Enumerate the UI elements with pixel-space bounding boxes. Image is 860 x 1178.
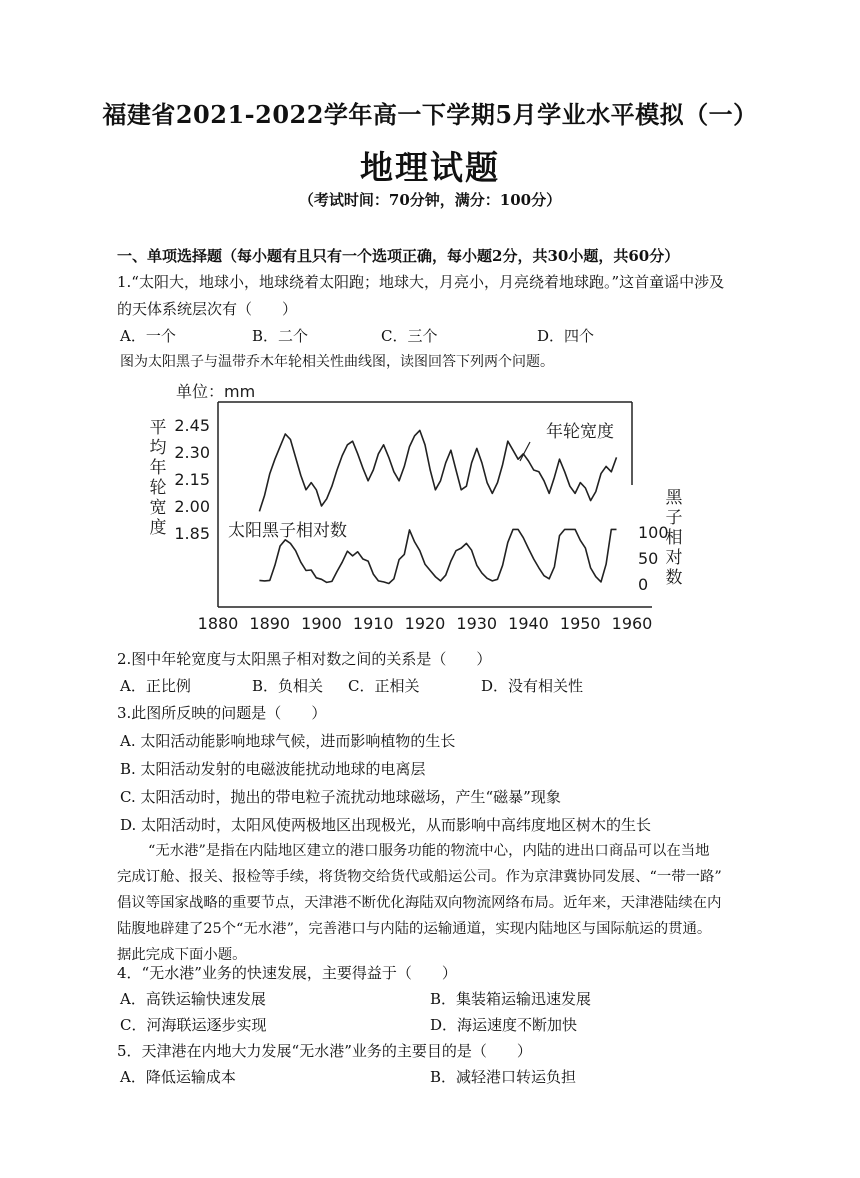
x-tick-label: 1880 — [197, 614, 239, 633]
left-tick-label: 2.30 — [174, 443, 210, 462]
right-tick-label: 50 — [638, 549, 659, 568]
sunspot-series-label: 太阳黑子相对数 — [228, 521, 347, 541]
left-axis-label-char: 年 — [149, 458, 167, 478]
right-axis-label-char: 数 — [665, 568, 683, 588]
question-1-line-2: 的天体系统层次有（ ） — [117, 300, 298, 318]
question-5-option-b: B．减轻港口转运负担 — [430, 1068, 577, 1086]
left-axis-label-char: 平 — [149, 418, 167, 438]
question-2-option-b: B．负相关 — [252, 677, 324, 695]
exam-info: （考试时间：70分钟，满分：100分） — [298, 191, 562, 209]
passage-line-3: 倡议等国家战略的重要节点，天津港不断优化海陆双向物流网络布局。近年来，天津港陆续在内 — [117, 895, 722, 911]
section-heading: 一、单项选择题（每小题有且只有一个选项正确，每小题2分，共30小题，共60分） — [117, 247, 680, 265]
question-3-option-a: A. 太阳活动能影响地球气候，进而影响植物的生长 — [120, 732, 456, 750]
tree-ring-label-leader — [520, 442, 530, 461]
figure-intro: 图为太阳黑子与温带乔木年轮相关性曲线图，读图回答下列两个问题。 — [120, 354, 554, 370]
passage-line-1: “无水港”是指在内陆地区建立的港口服务功能的物流中心，内陆的进出口商品可以在当地 — [148, 843, 710, 859]
passage-line-5: 据此完成下面小题。 — [117, 947, 247, 963]
question-1-option-d: D．四个 — [537, 327, 595, 345]
question-4-option-c: C．河海联运逐步实现 — [120, 1016, 267, 1034]
left-axis-label-char: 宽 — [149, 498, 167, 518]
tree-ring-width-line — [259, 430, 616, 511]
question-2-option-d: D．没有相关性 — [481, 677, 584, 695]
right-axis-label-char: 子 — [665, 508, 683, 528]
left-axis-label-char: 度 — [149, 518, 167, 538]
right-tick-label: 0 — [638, 575, 649, 594]
question-1-option-b: B．二个 — [252, 327, 309, 345]
question-2-option-c: C．正相关 — [348, 677, 420, 695]
question-5-option-a: A．降低运输成本 — [120, 1068, 236, 1086]
question-4-option-a: A．高铁运输快速发展 — [120, 990, 266, 1008]
x-tick-label: 1960 — [611, 614, 653, 633]
left-tick-label: 2.15 — [174, 470, 210, 489]
x-tick-label: 1920 — [404, 614, 446, 633]
question-1-line-1: 1.“太阳大，地球小，地球绕着太阳跑；地球大，月亮小，月亮绕着地球跑。”这首童谣中涉及 — [117, 273, 725, 291]
exam-title: 福建省2021-2022学年高一下学期5月学业水平模拟（一） — [102, 100, 758, 129]
question-2-option-a: A．正比例 — [120, 677, 191, 695]
question-5-stem: 5．天津港在内地大力发展“无水港”业务的主要目的是（ ） — [117, 1042, 532, 1060]
subject-title: 地理试题 — [360, 148, 500, 187]
question-1-option-c: C．三个 — [381, 327, 438, 345]
question-2-stem: 2.图中年轮宽度与太阳黑子相对数之间的关系是（ ） — [117, 650, 492, 668]
left-axis-label-char: 均 — [149, 438, 167, 458]
right-tick-label: 100 — [638, 523, 669, 542]
x-tick-label: 1940 — [508, 614, 549, 633]
unit-label: 单位：mm — [176, 382, 256, 401]
chart-svg — [146, 381, 686, 633]
question-1-option-a: A．一个 — [120, 327, 176, 345]
left-tick-label: 1.85 — [174, 524, 210, 543]
right-axis-label-char: 对 — [665, 548, 683, 568]
question-4-stem: 4．“无水港”业务的快速发展，主要得益于（ ） — [117, 964, 457, 982]
x-tick-label: 1930 — [456, 614, 498, 633]
sunspot-tree-ring-chart — [146, 381, 686, 633]
left-axis-label-char: 轮 — [149, 478, 167, 498]
question-3-stem: 3.此图所反映的问题是（ ） — [117, 704, 327, 722]
right-axis-label-char: 黑 — [665, 488, 683, 508]
passage-line-4: 陆腹地辟建了25个“无水港”，完善港口与内陆的运输通道，实现内陆地区与国际航运的贯通。 — [117, 921, 712, 937]
tree-ring-series-label: 年轮宽度 — [546, 422, 614, 442]
question-3-option-c: C. 太阳活动时，抛出的带电粒子流扰动地球磁场，产生“磁暴”现象 — [120, 788, 561, 806]
question-3-option-d: D. 太阳活动时，太阳风使两极地区出现极光，从而影响中高纬度地区树木的生长 — [120, 816, 652, 834]
x-tick-label: 1950 — [559, 614, 601, 633]
x-tick-label: 1900 — [301, 614, 342, 633]
x-tick-label: 1890 — [249, 614, 291, 633]
left-tick-label: 2.45 — [174, 416, 210, 435]
question-3-option-b: B. 太阳活动发射的电磁波能扰动地球的电离层 — [120, 760, 426, 778]
left-tick-label: 2.00 — [174, 497, 210, 516]
question-4-option-d: D．海运速度不断加快 — [430, 1016, 578, 1034]
question-4-option-b: B．集装箱运输迅速发展 — [430, 990, 592, 1008]
right-axis-label-char: 相 — [665, 528, 683, 548]
x-tick-label: 1910 — [352, 614, 394, 633]
passage-line-2: 完成订舱、报关、报检等手续，将货物交给货代或船运公司。作为京津冀协同发展、“一带一路” — [117, 869, 722, 885]
